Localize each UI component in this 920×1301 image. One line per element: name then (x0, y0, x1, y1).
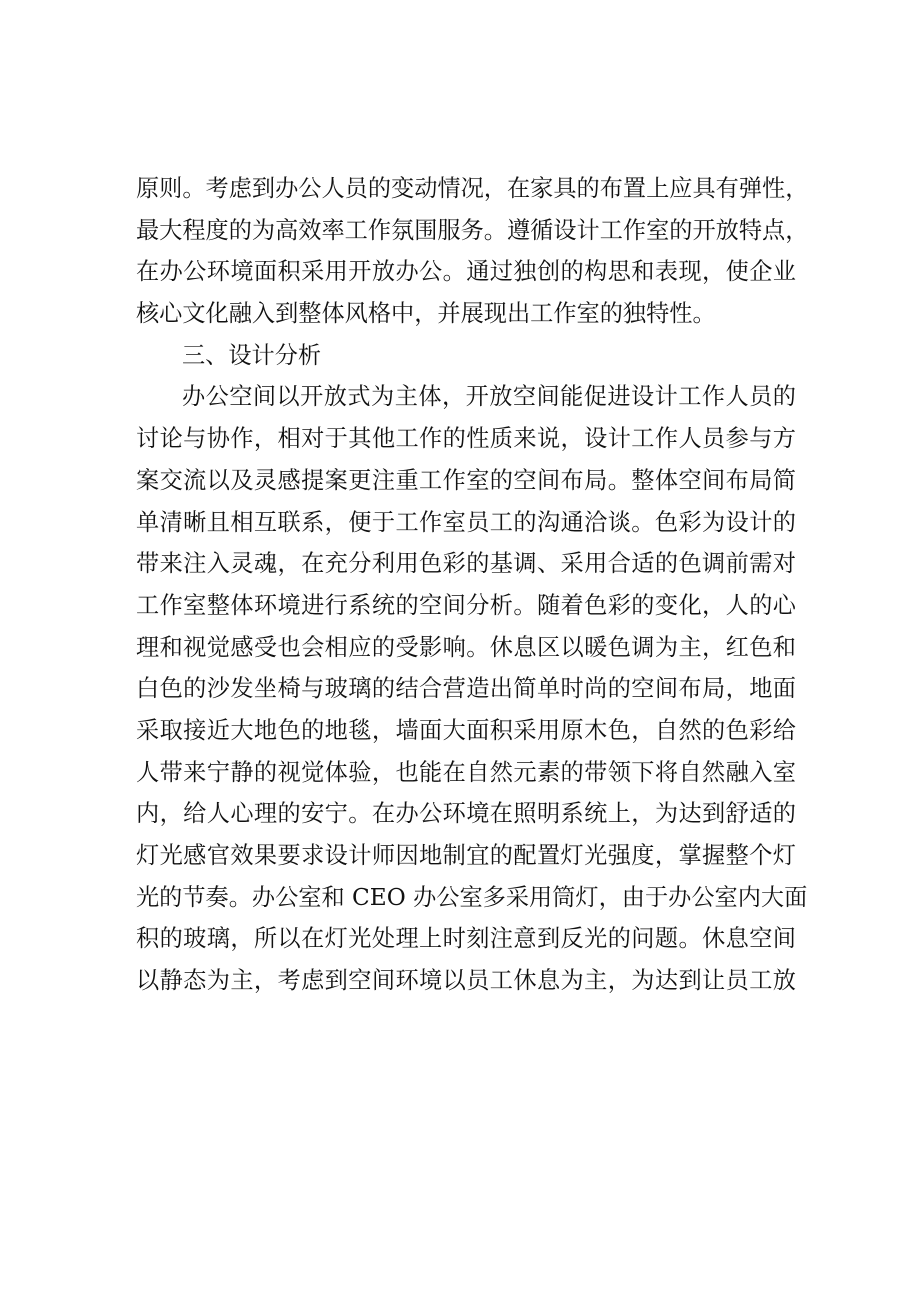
paragraph-2-line-2: 讨论与协作，相对于其他工作的性质来说，设计工作人员参与方 (136, 425, 796, 453)
paragraph-2-line-10: 人带来宁静的视觉体验，也能在自然元素的带领下将自然融入室 (136, 758, 796, 786)
section-heading: 三、设计分析 (182, 341, 322, 369)
paragraph-2-line-13: 光的节奏。办公室和 CEO 办公室多采用筒灯，由于办公室内大面 (136, 883, 808, 911)
paragraph-1-line-4: 核心文化融入到整体风格中，并展现出工作室的独特性。 (136, 300, 716, 328)
paragraph-2-line-5: 带来注入灵魂，在充分利用色彩的基调、采用合适的色调前需对 (136, 550, 796, 578)
paragraph-2-line-11: 内，给人心理的安宁。在办公环境在照明系统上，为达到舒适的 (136, 800, 796, 828)
paragraph-2-line-4: 单清晰且相互联系，便于工作室员工的沟通洽谈。色彩为设计的 (136, 508, 796, 536)
paragraph-2-line-3: 案交流以及灵感提案更注重工作室的空间布局。整体空间布局简 (136, 466, 796, 494)
paragraph-2-line-1: 办公空间以开放式为主体，开放空间能促进设计工作人员的 (182, 383, 796, 411)
paragraph-2-line-9: 采取接近大地色的地毯，墙面大面积采用原木色，自然的色彩给 (136, 716, 796, 744)
paragraph-2-line-8: 白色的沙发坐椅与玻璃的结合营造出简单时尚的空间布局，地面 (136, 675, 796, 703)
paragraph-2-line-15: 以静态为主，考虑到空间环境以员工休息为主，为达到让员工放 (136, 967, 796, 995)
paragraph-1-line-1: 原则。考虑到办公人员的变动情况，在家具的布置上应具有弹性， (136, 175, 809, 202)
paragraph-2-line-14: 积的玻璃，所以在灯光处理上时刻注意到反光的问题。休息空间 (136, 925, 796, 953)
paragraph-2-line-7: 理和视觉感受也会相应的受影响。休息区以暖色调为主，红色和 (136, 633, 796, 661)
paragraph-2-line-12: 灯光感官效果要求设计师因地制宜的配置灯光强度，掌握整个灯 (136, 842, 796, 869)
paragraph-1-line-3: 在办公环境面积采用开放办公。通过独创的构思和表现，使企业 (136, 258, 796, 286)
body-text (136, 168, 809, 1002)
paragraph-2-line-6: 工作室整体环境进行系统的空间分析。随着色彩的变化，人的心 (136, 591, 796, 619)
paragraph-1-line-2: 最大程度的为高效率工作氛围服务。遵循设计工作室的开放特点， (136, 216, 809, 244)
